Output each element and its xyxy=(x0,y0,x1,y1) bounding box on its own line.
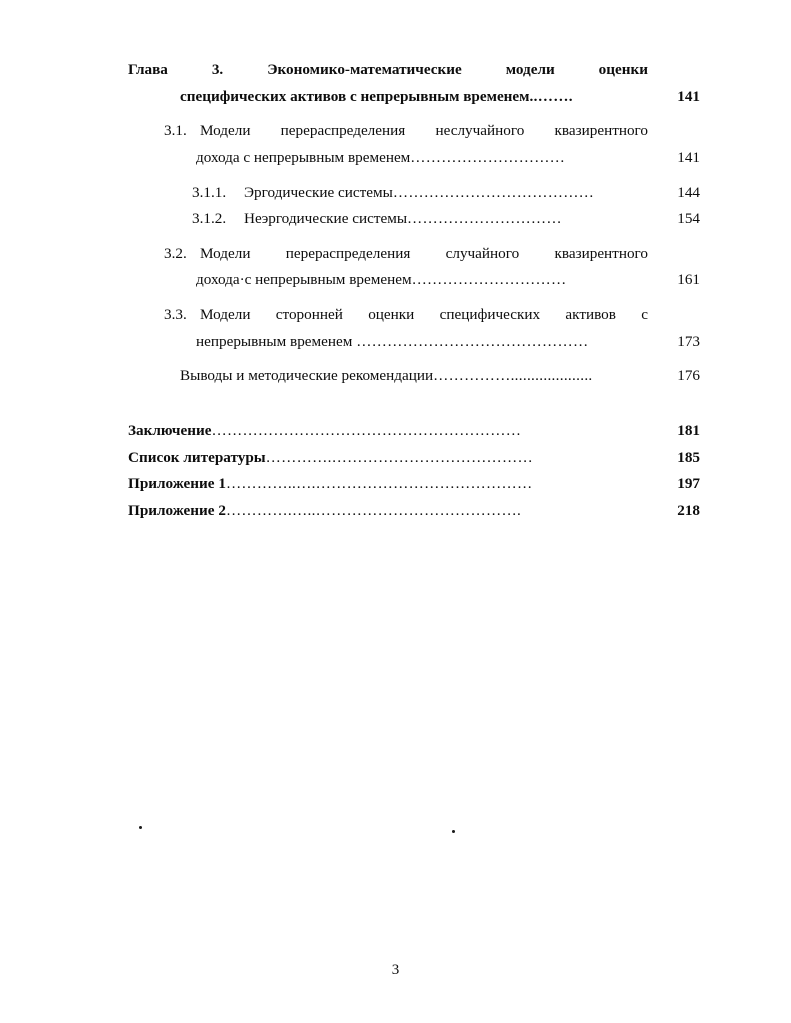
entry-zaklyuchenie-text xyxy=(128,419,648,444)
chapter-page-number: 141 xyxy=(677,87,700,105)
toc-entry-conclusions xyxy=(128,364,700,389)
chapter-leader-dots: ..……. xyxy=(529,87,573,105)
entry-3-1-2-title: Неэргодические системы xyxy=(244,210,408,228)
toc-entry-3-2-line2 xyxy=(128,268,700,293)
entry-literature-leader-dots: ………….………………………………… xyxy=(265,448,534,466)
entry-3-3-number: 3.3. xyxy=(164,306,187,323)
entry-3-1-text xyxy=(128,119,648,144)
entry-3-2-cont xyxy=(128,268,648,293)
entry-3-2-line2: дохода·с непрерывным временем xyxy=(196,271,412,289)
toc-chapter-entry-line1 xyxy=(128,58,700,83)
chapter-label: Глава xyxy=(128,61,168,78)
entry-3-3-page: 173 xyxy=(677,332,700,350)
entry-appendix-1-page: 197 xyxy=(677,475,700,493)
toc-entry-literature xyxy=(128,446,700,471)
entry-zaklyuchenie-page: 181 xyxy=(677,421,700,439)
entry-3-3-line1: Модели сторонней оценки специфических активов с xyxy=(200,306,648,323)
entry-appendix-2-label: Приложение 2 xyxy=(128,501,226,519)
entry-conclusions-page: 176 xyxy=(677,367,700,385)
entry-3-1-2-leader-dots: ………………………… xyxy=(407,210,562,228)
entry-appendix-1-label: Приложение 1 xyxy=(128,475,226,493)
entry-appendix-1-text xyxy=(128,472,648,497)
entry-3-3-line2: непрерывным временем xyxy=(196,332,353,350)
entry-3-3-text xyxy=(128,303,648,328)
chapter-title-line2 xyxy=(128,85,648,110)
entry-3-2-leader-dots: ………………………… xyxy=(411,271,567,289)
entry-3-2-page: 161 xyxy=(677,271,700,289)
scan-artifact-dot-left xyxy=(139,826,142,829)
entry-3-1-1-page: 144 xyxy=(677,183,700,201)
entry-literature-page: 185 xyxy=(677,448,700,466)
toc-entry-3-2-line1 xyxy=(128,242,700,267)
page-number-folio: 3 xyxy=(391,962,400,978)
chapter-title-text-cont: специфических активов с непрерывным временем xyxy=(180,87,530,105)
entry-appendix-2-page: 218 xyxy=(677,501,700,519)
entry-3-1-leader-dots: ………………………… xyxy=(410,148,566,166)
entry-3-1-1-number: 3.1.1. xyxy=(192,183,227,201)
toc-entry-3-1-line2 xyxy=(128,146,700,171)
toc-entry-3-1-2 xyxy=(128,207,700,232)
entry-appendix-2-leader-dots: ………….…..…………………………………. xyxy=(225,501,522,519)
toc-entry-3-1-line1 xyxy=(128,119,700,144)
entry-zaklyuchenie-label: Заключение xyxy=(128,421,212,439)
toc-entry-appendix-2 xyxy=(128,499,700,524)
entry-3-1-2-page: 154 xyxy=(677,210,700,228)
entry-conclusions-text xyxy=(128,364,648,389)
entry-zaklyuchenie-leader-dots: …………………………………………………… xyxy=(211,421,522,439)
chapter-number: 3. xyxy=(211,61,224,78)
chapter-title-text: Экономико-математические модели оценки xyxy=(267,61,649,78)
scan-artifact-dot-center xyxy=(452,830,455,833)
entry-3-2-number: 3.2. xyxy=(164,244,187,262)
table-of-contents xyxy=(128,58,700,523)
entry-3-2-line1: Модели перераспределения случайного квазирентного xyxy=(200,244,648,262)
entry-3-1-2-number: 3.1.2. xyxy=(192,210,227,228)
toc-entry-appendix-1 xyxy=(128,472,700,497)
entry-3-1-1-text xyxy=(128,181,648,206)
toc-entry-3-3-line2 xyxy=(128,330,700,355)
entry-3-3-leader-dots: ……………………………………… xyxy=(356,332,589,350)
entry-3-1-number: 3.1. xyxy=(164,122,187,140)
chapter-title-line1 xyxy=(128,58,648,83)
toc-entry-zaklyuchenie xyxy=(128,419,700,444)
entry-literature-text xyxy=(128,446,648,471)
entry-conclusions-leader-dots: …………….................... xyxy=(433,367,593,385)
entry-3-1-line2: дохода с непрерывным временем xyxy=(196,148,411,166)
entry-conclusions-title: Выводы и методические рекомендации xyxy=(180,367,434,385)
entry-appendix-2-text xyxy=(128,499,648,524)
entry-literature-label: Список литературы xyxy=(128,448,266,466)
entry-appendix-1-leader-dots: …………..….…………………………………… xyxy=(225,475,533,493)
entry-3-1-line1: Модели перераспределения неслучайного квазирентного xyxy=(200,122,648,140)
entry-3-1-1-leader-dots: ………………………………… xyxy=(392,183,595,201)
entry-3-1-2-text xyxy=(128,207,648,232)
toc-entry-3-3-line1 xyxy=(128,303,700,328)
entry-3-1-cont xyxy=(128,146,648,171)
entry-3-3-cont xyxy=(128,330,648,355)
toc-chapter-entry-line2 xyxy=(128,85,700,110)
toc-entry-3-1-1 xyxy=(128,181,700,206)
entry-3-1-1-title: Эргодические системы xyxy=(244,183,393,201)
entry-3-2-text xyxy=(128,242,648,267)
entry-3-1-page: 141 xyxy=(677,148,700,166)
